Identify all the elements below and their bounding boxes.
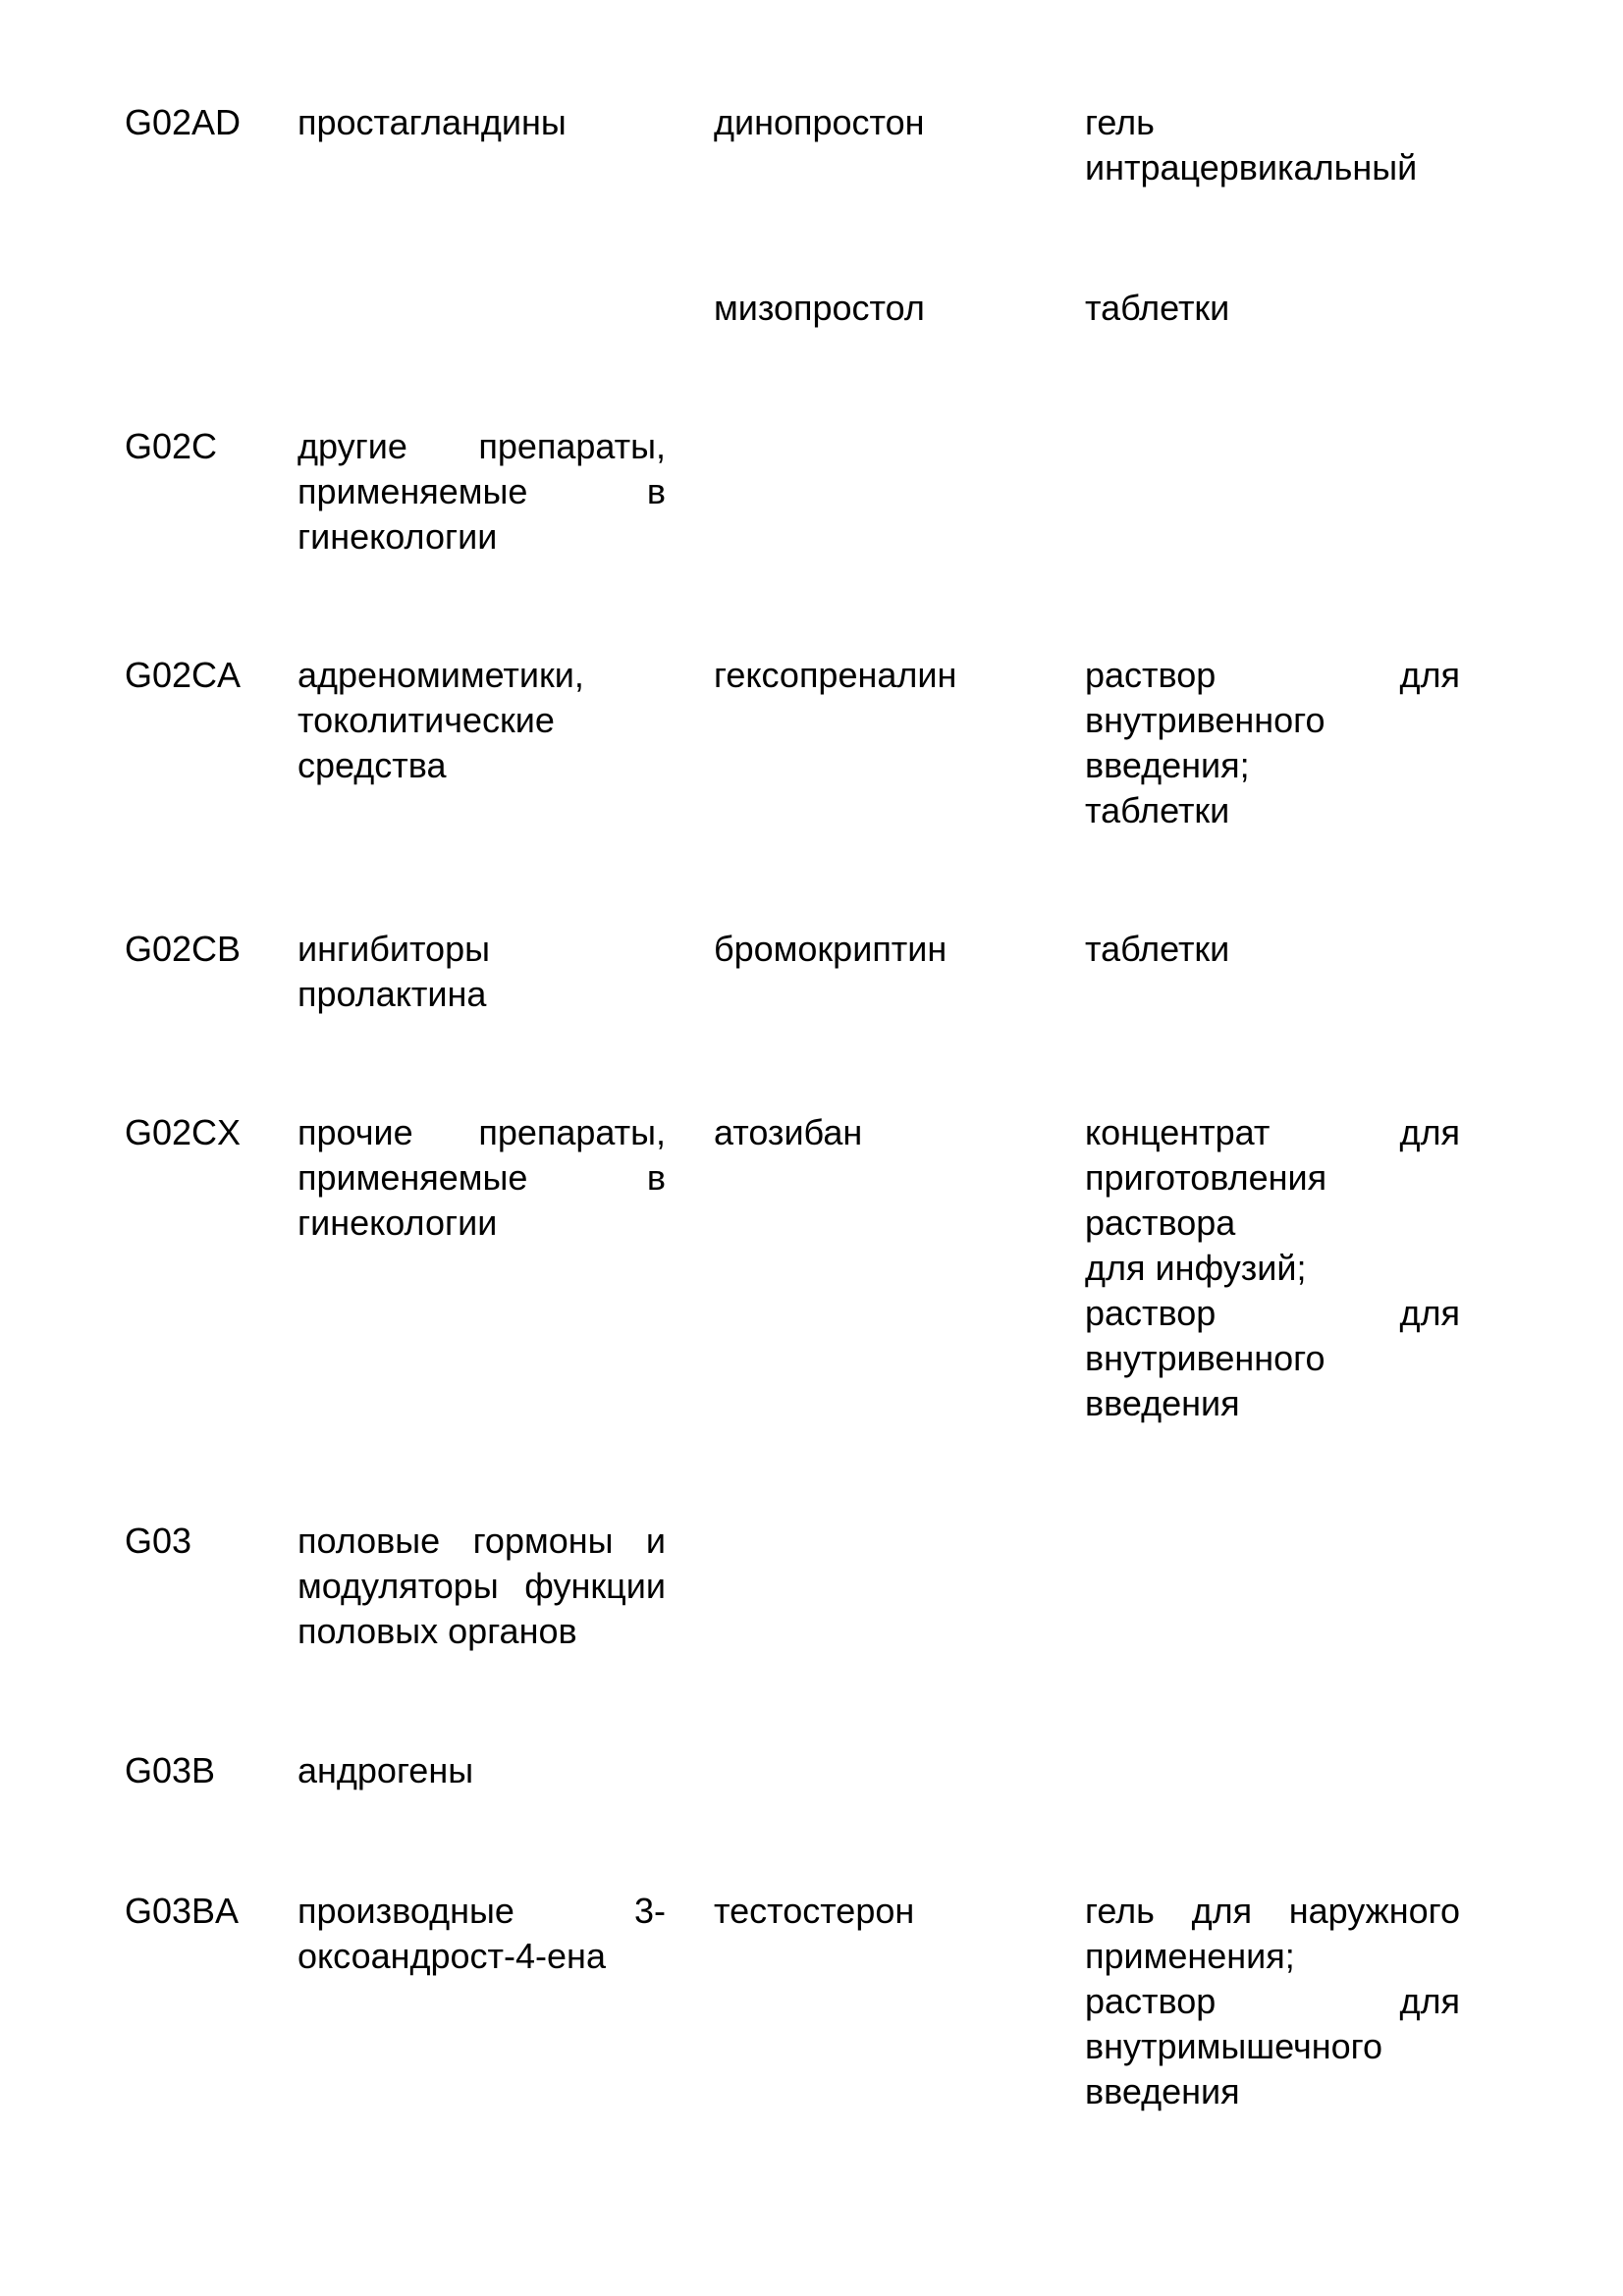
- group-name: [298, 1519, 666, 1654]
- text-line: гексопреналин: [714, 655, 957, 695]
- text-line: введения: [1085, 2071, 1240, 2111]
- text-line: андрогены: [298, 1750, 474, 1790]
- dosage-form: [1085, 927, 1460, 972]
- text-line: гинекологии: [298, 516, 498, 557]
- text-line: таблетки: [1085, 929, 1230, 969]
- drug-name: [714, 927, 1038, 972]
- text-line: раствор для: [1085, 655, 1460, 695]
- text-line: применения;: [1085, 1936, 1295, 1976]
- dosage-form: [1085, 1889, 1460, 2114]
- group-name: [298, 424, 666, 560]
- text-line: токолитические: [298, 700, 555, 740]
- atc-code: G03BA: [125, 1891, 240, 1931]
- text-line: таблетки: [1085, 790, 1230, 830]
- group-name: [298, 927, 666, 1017]
- group-name: [298, 653, 666, 788]
- text-line: прочие препараты,: [298, 1112, 666, 1152]
- group-name: [298, 1889, 666, 1979]
- text-line: раствор для: [1085, 1293, 1460, 1333]
- text-line: другие препараты,: [298, 426, 666, 466]
- drug-name: [714, 100, 1038, 145]
- drug-name: [714, 653, 1038, 698]
- text-line: половые гормоны и: [298, 1521, 666, 1561]
- text-line: ингибиторы: [298, 929, 490, 969]
- atc-code: G03: [125, 1521, 192, 1561]
- text-line: внутривенного: [1085, 1338, 1325, 1378]
- text-line: пролактина: [298, 974, 487, 1014]
- drug-name: [714, 1889, 1038, 1934]
- text-line: приготовления: [1085, 1157, 1327, 1198]
- text-line: адреномиметики,: [298, 655, 584, 695]
- text-line: оксоандрост-4-ена: [298, 1936, 606, 1976]
- text-line: производные 3-: [298, 1891, 666, 1931]
- group-name: [298, 100, 666, 145]
- drug-name: [714, 1110, 1038, 1155]
- text-line: гель: [1085, 102, 1155, 142]
- text-line: применяемые в: [298, 1157, 666, 1198]
- atc-code: G02AD: [125, 102, 242, 142]
- text-line: мизопростол: [714, 288, 925, 328]
- text-line: простагландины: [298, 102, 567, 142]
- text-line: модуляторы функции: [298, 1566, 666, 1606]
- text-line: введения;: [1085, 745, 1250, 785]
- text-line: введения: [1085, 1383, 1240, 1423]
- text-line: для инфузий;: [1085, 1248, 1307, 1288]
- text-line: половых органов: [298, 1611, 577, 1651]
- text-line: средства: [298, 745, 447, 785]
- text-line: интрацервикальный: [1085, 147, 1418, 187]
- text-line: внутривенного: [1085, 700, 1325, 740]
- group-name: [298, 1748, 666, 1793]
- drug-name: [714, 286, 1038, 331]
- text-line: раствор для: [1085, 1981, 1460, 2021]
- text-line: тестостерон: [714, 1891, 915, 1931]
- dosage-form: [1085, 286, 1460, 331]
- text-line: динопростон: [714, 102, 925, 142]
- group-name: [298, 1110, 666, 1246]
- dosage-form: [1085, 100, 1460, 190]
- text-line: концентрат для: [1085, 1112, 1460, 1152]
- atc-code: G02CB: [125, 929, 242, 969]
- text-line: применяемые в: [298, 471, 666, 511]
- text-line: гинекологии: [298, 1202, 498, 1243]
- atc-code: G02C: [125, 426, 218, 466]
- atc-code: G02CX: [125, 1112, 242, 1152]
- text-line: бромокриптин: [714, 929, 947, 969]
- dosage-form: [1085, 653, 1460, 833]
- text-line: таблетки: [1085, 288, 1230, 328]
- text-line: атозибан: [714, 1112, 863, 1152]
- text-line: гель для наружного: [1085, 1891, 1460, 1931]
- dosage-form: [1085, 1110, 1460, 1426]
- atc-code: G02CA: [125, 655, 242, 695]
- text-line: внутримышечного: [1085, 2026, 1382, 2066]
- text-line: раствора: [1085, 1202, 1236, 1243]
- atc-code: G03B: [125, 1750, 216, 1790]
